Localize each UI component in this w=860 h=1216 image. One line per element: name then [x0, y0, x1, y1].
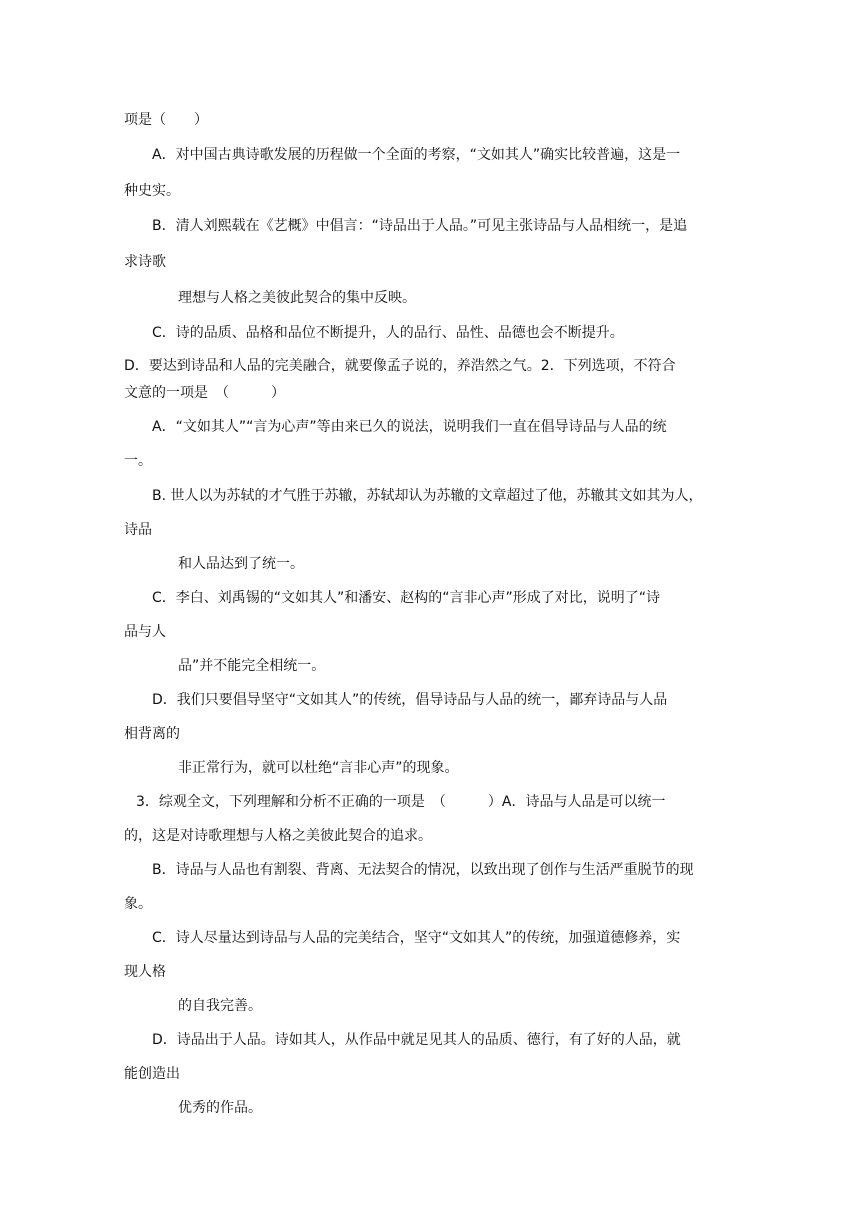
text-line: 种史实。	[124, 183, 180, 199]
option-c-line: C．诗人尽量达到诗品与人品的完美结合，坚守“文如其人”的传统，加强道德修养，实	[152, 930, 681, 946]
option-c-line: C．李白、刘禹锡的“文如其人”和潘安、赵构的“言非心声”形成了对比，说明了“诗	[152, 590, 661, 606]
text-line: 品”并不能完全相统一。	[178, 658, 326, 674]
option-a-line: A．“文如其人”“言为心声”等由来已久的说法，说明我们一直在倡导诗品与人品的统	[152, 419, 667, 435]
text-line: 相背离的	[124, 726, 180, 742]
question-2-line: 文意的一项是 （ ）	[124, 385, 285, 401]
option-d-line: D．要达到诗品和人品的完美融合，就要像孟子说的，养浩然之气。2．下列选项，不符合	[124, 358, 676, 374]
text-line: 现人格	[124, 964, 166, 980]
text-line: 项是（ ）	[124, 112, 208, 128]
option-b-line: B．清人刘熙载在《艺概》中倡言：“诗品出于人品。”可见主张诗品与人品相统一，是追	[152, 218, 688, 234]
text-line: 和人品达到了统一。	[178, 556, 304, 572]
option-b-line: B. 世人以为苏轼的才气胜于苏辙，苏轼却认为苏辙的文章超过了他，苏辙其文如其为人，	[152, 488, 703, 504]
text-line: 优秀的作品。	[178, 1100, 262, 1116]
option-d-line: D．我们只要倡导坚守“文如其人”的传统，倡导诗品与人品的统一，鄙弃诗品与人品	[152, 692, 668, 708]
text-line: 象。	[124, 896, 152, 912]
text-line: 能创造出	[124, 1066, 180, 1082]
text-line: 的自我完善。	[178, 998, 262, 1014]
text-line: 诗品	[124, 522, 152, 538]
option-d-line: D．诗品出于人品。诗如其人，从作品中就足见其人的品质、德行，有了好的人品，就	[152, 1032, 681, 1048]
text-line: 求诗歌	[124, 254, 166, 270]
text-line: 的，这是对诗歌理想与人格之美彼此契合的追求。	[124, 828, 432, 844]
option-c-line: C．诗的品质、品格和品位不断提升，人的品行、品性、品德也会不断提升。	[152, 325, 624, 341]
text-line: 品与人	[124, 624, 166, 640]
option-b-line: B．诗品与人品也有割裂、背离、无法契合的情况，以致出现了创作与生活严重脱节的现	[152, 862, 694, 878]
text-line: 非正常行为，就可以杜绝“言非心声”的现象。	[178, 760, 459, 776]
option-a-line: A．对中国古典诗歌发展的历程做一个全面的考察，“文如其人”确实比较普遍，这是一	[152, 147, 681, 163]
text-line: 理想与人格之美彼此契合的集中反映。	[178, 290, 416, 306]
text-line: 一。	[124, 453, 152, 469]
question-3-line: 3．综观全文，下列理解和分析不正确的一项是 （ ）A．诗品与人品是可以统一	[136, 794, 666, 810]
